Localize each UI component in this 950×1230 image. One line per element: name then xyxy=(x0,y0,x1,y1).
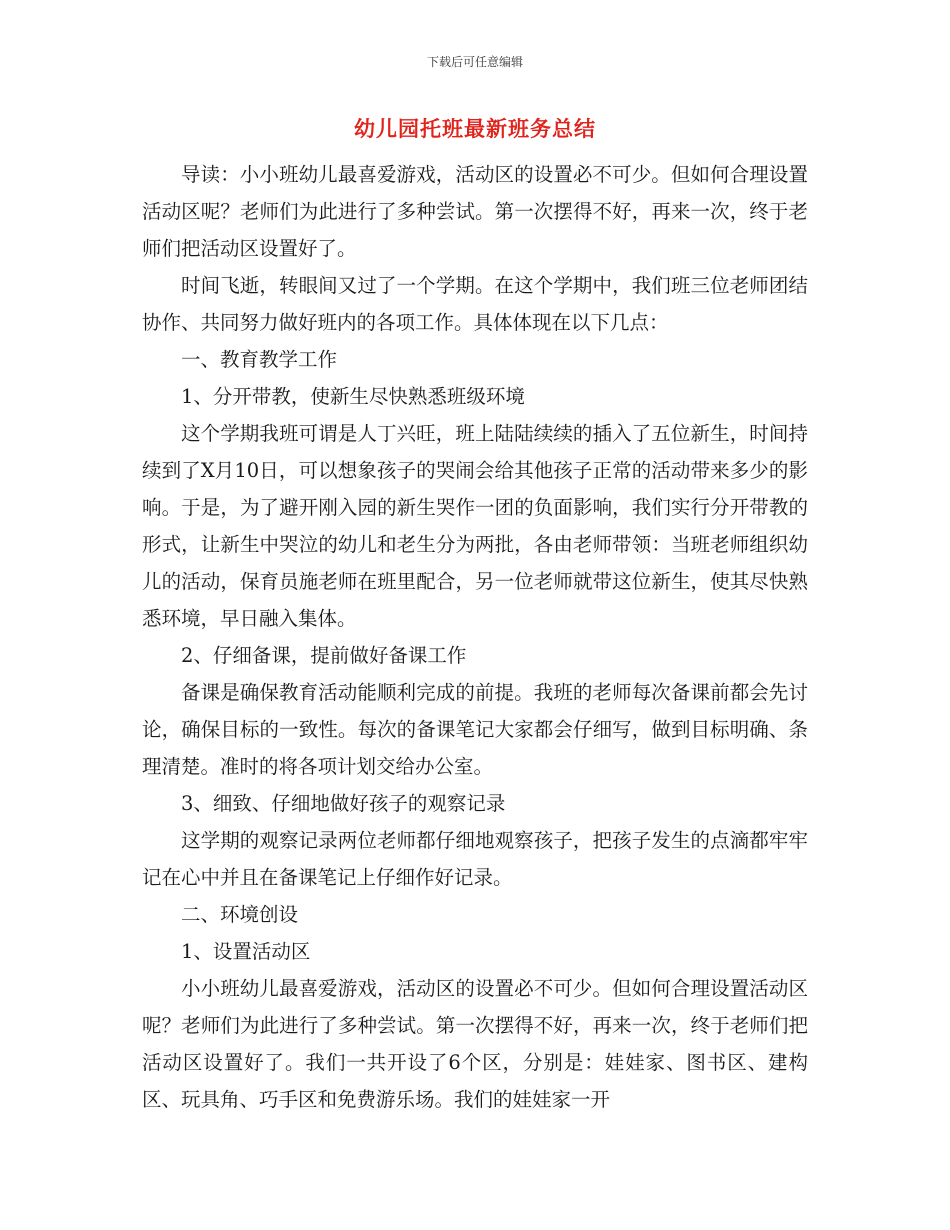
paragraph-lesson-prep: 备课是确保教育活动能顺利完成的前提。我班的老师每次备课前都会先讨论，确保目标的一致性。每次的备课笔记大家都会仔细写，做到目标明确、条理清楚。准时的将各项计划交给办公室。 xyxy=(142,681,808,778)
paragraph-activity-area: 小小班幼儿最喜爱游戏，活动区的设置必不可少。但如何合理设置活动区呢？老师们为此进行了多种尝试。第一次摆得不好，再来一次，终于老师们把活动区设置好了。我们一共开设了6个区，分别是：娃娃家、图书区、建构区、玩具角、巧手区和免费游乐场。我们的娃娃家一开 xyxy=(142,977,808,1111)
subheading-observation: 3、细致、仔细地做好孩子的观察记录 xyxy=(181,792,506,815)
page-header-note: 下载后可任意编辑 xyxy=(426,55,523,69)
section-heading-teaching: 一、教育教学工作 xyxy=(181,348,338,371)
document-body xyxy=(142,156,808,1118)
paragraph-summary: 时间飞逝，转眼间又过了一个学期。在这个学期中，我们班三位老师团结协作、共同努力做好班内的各项工作。具体体现在以下几点： xyxy=(142,274,808,334)
subheading-separate-teaching: 1、分开带教，使新生尽快熟悉班级环境 xyxy=(181,385,525,408)
paragraph-intro: 导读：小小班幼儿最喜爱游戏，活动区的设置必不可少。但如何合理设置活动区呢？老师们为此进行了多种尝试。第一次摆得不好，再来一次，终于老师们把活动区设置好了。 xyxy=(142,163,808,260)
subheading-activity-area: 1、设置活动区 xyxy=(181,940,311,963)
paragraph-observation: 这学期的观察记录两位老师都仔细地观察孩子，把孩子发生的点滴都牢牢记在心中并且在备课笔记上仔细作好记录。 xyxy=(142,829,808,889)
document-title: 幼儿园托班最新班务总结 xyxy=(354,117,596,141)
subheading-lesson-prep: 2、仔细备课，提前做好备课工作 xyxy=(181,644,467,667)
paragraph-new-students: 这个学期我班可谓是人丁兴旺，班上陆陆续续的插入了五位新生，时间持续到了X月10日，可以想象孩子的哭闹会给其他孩子正常的活动带来多少的影响。于是，为了避开刚入园的新生哭作一团的负面影响，我们实行分开带教的形式，让新生中哭泣的幼儿和老生分为两批，各由老师带领：当班老师组织幼儿的活动，保育员施老师在班里配合，另一位老师就带这位新生，使其尽快熟悉环境，早日融入集体。 xyxy=(142,422,808,630)
section-heading-environment: 二、环境创设 xyxy=(181,903,299,926)
